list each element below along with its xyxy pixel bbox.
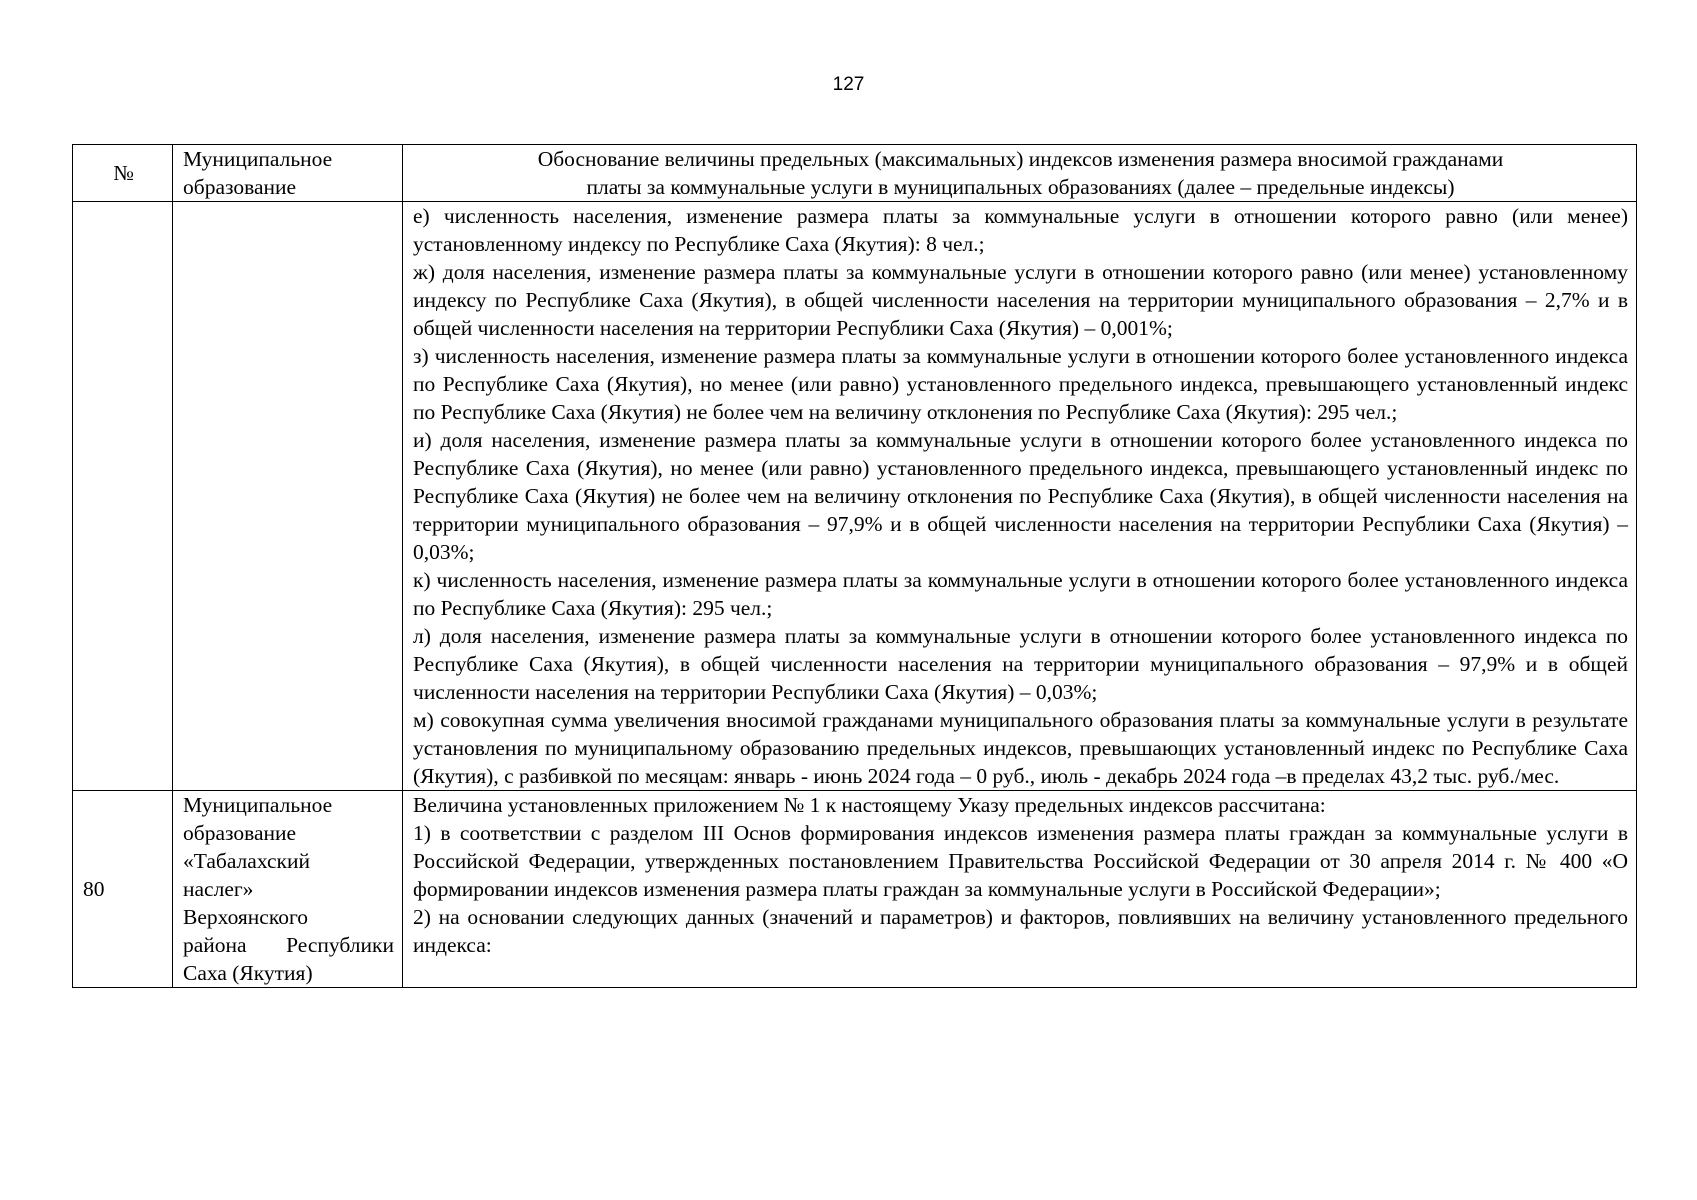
justification-paragraph: з) численность населения, изменение размера платы за коммунальные услуги в отношении которого более установленного индекса по Республике Саха (Якутия), но менее (или равно) установленного предельного индекса, превышающего установленный индекс по Республике Саха (Якутия) не более чем на величину отклонения по Республике Саха (Якутия): 295 чел.;	[413, 344, 1628, 424]
municipality-line: Муниципальное	[183, 793, 333, 817]
row-number-cell	[73, 202, 173, 791]
justification-paragraph: 2) на основании следующих данных (значений и параметров) и факторов, повлиявших на величину установленного предельного индекса:	[413, 905, 1628, 957]
row-municipality-cell	[173, 791, 403, 988]
municipality-line: образование	[183, 821, 297, 845]
header-number: №	[73, 145, 173, 202]
justification-paragraph: м) совокупная сумма увеличения вносимой гражданами муниципального образования платы за коммунальные услуги в результате установления по муниципальному образованию предельных индексов, превышающих установленный индекс по Республике Саха (Якутия), с разбивкой по месяцам: январь - июнь 2024 года – 0 руб., июль - декабрь 2024 года –в пределах 43,2 тыс. руб./мес.	[413, 708, 1628, 788]
header-municipality	[173, 145, 403, 202]
header-municipality-line: Муниципальное	[183, 147, 333, 171]
justification-paragraph: к) численность населения, изменение размера платы за коммунальные услуги в отношении которого более установленного индекса по Республике Саха (Якутия): 295 чел.;	[413, 568, 1628, 620]
table-row-80	[73, 791, 1637, 988]
table-header-row	[73, 145, 1637, 202]
header-municipality-line: образование	[183, 175, 297, 199]
justification-paragraph: и) доля населения, изменение размера платы за коммунальные услуги в отношении которого более установленного индекса по Республике Саха (Якутия), но менее (или равно) установленного предельного индекса, превышающего установленный индекс по Республике Саха (Якутия) не более чем на величину отклонения по Республике Саха (Якутия), в общей численности населения на территории муниципального образования – 97,9% и в общей численности населения на территории Республики Саха (Якутия) – 0,03%;	[413, 428, 1628, 564]
justification-paragraph: е) численность населения, изменение размера платы за коммунальные услуги в отношении которого равно (или менее) установленному индексу по Республике Саха (Якутия): 8 чел.;	[413, 204, 1628, 256]
tariff-justification-table	[72, 144, 1637, 988]
justification-paragraph: л) доля населения, изменение размера платы за коммунальные услуги в отношении которого более установленного индекса по Республике Саха (Якутия), в общей численности населения на территории муниципального образования – 97,9% и в общей численности населения на территории Республики Саха (Якутия) – 0,03%;	[413, 624, 1628, 704]
municipality-line: наслег»	[183, 877, 254, 901]
header-justification-line: платы за коммунальные услуги в муниципальных образованиях (далее – предельные индексы)	[586, 175, 1455, 199]
justification-paragraph: 1) в соответствии с разделом III Основ формирования индексов изменения размера платы граждан за коммунальные услуги в Российской Федерации, утвержденных постановлением Правительства Российской Федерации от 30 апреля 2014 г. № 400 «О формировании индексов изменения размера платы граждан за коммунальные услуги в Российской Федерации»;	[413, 821, 1628, 901]
municipality-line: «Табалахский	[183, 849, 310, 873]
municipality-line: Саха (Якутия)	[183, 961, 313, 985]
municipality-line: района Республики	[183, 933, 394, 957]
page-number: 127	[832, 74, 865, 95]
row-justification-cell	[403, 791, 1637, 988]
table-row-continuation	[73, 202, 1637, 791]
row-municipality-cell	[173, 202, 403, 791]
header-justification-line: Обоснование величины предельных (максимальных) индексов изменения размера вносимой гражданами	[537, 147, 1504, 171]
row-number-cell: 80	[73, 791, 173, 988]
header-justification	[403, 145, 1637, 202]
justification-paragraph: ж) доля населения, изменение размера платы за коммунальные услуги в отношении которого равно (или менее) установленному индексу по Республике Саха (Якутия), в общей численности населения на территории муниципального образования – 2,7% и в общей численности населения на территории Республики Саха (Якутия) – 0,001%;	[413, 260, 1628, 340]
municipality-line: Верхоянского	[183, 905, 308, 929]
justification-paragraph: Величина установленных приложением № 1 к настоящему Указу предельных индексов рассчитана:	[413, 793, 1326, 817]
row-justification-cell	[403, 202, 1637, 791]
